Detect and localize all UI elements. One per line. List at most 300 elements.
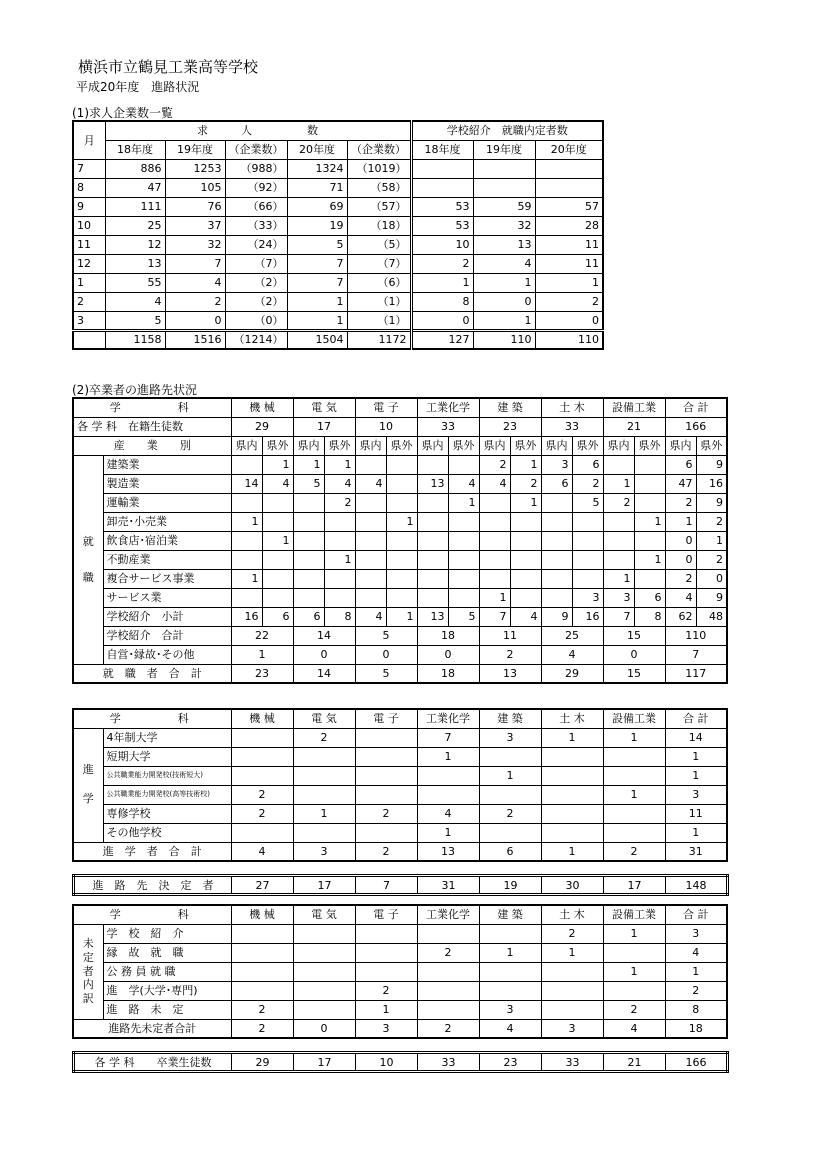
study-total-row — [73, 842, 727, 861]
value-cell: 2 — [293, 728, 355, 747]
value-cell — [479, 747, 541, 766]
value-cell — [262, 493, 293, 512]
total-cell: 17 — [294, 1053, 356, 1072]
value-cell — [324, 512, 355, 531]
industry-name: 建築業 — [103, 455, 231, 474]
value-cell — [293, 981, 355, 1000]
value-cell: 32 — [473, 216, 535, 235]
value-cell: 57 — [535, 197, 603, 216]
undecided-type-name: 進 路 未 定 — [103, 1000, 231, 1019]
value-cell — [603, 531, 634, 550]
value-cell — [541, 588, 572, 607]
in-pref-header: 県内 — [231, 436, 262, 455]
value-cell — [293, 924, 355, 943]
value-cell — [417, 924, 479, 943]
enrolled-count: 10 — [355, 417, 417, 436]
value-cell — [386, 474, 417, 493]
in-pref-header: 県内 — [293, 436, 324, 455]
dept-name: 土 木 — [541, 398, 603, 417]
value-cell — [448, 512, 479, 531]
dept-header-row — [73, 398, 727, 417]
study-row — [73, 823, 727, 842]
section2-label: (2)卒業者の進路先状況 — [72, 383, 197, 397]
value-cell: 2 — [665, 981, 727, 1000]
decided-row — [74, 876, 728, 895]
value-cell — [355, 531, 386, 550]
value-cell: 16 — [231, 607, 262, 626]
row-label: 進 学 者 合 計 — [73, 842, 231, 861]
value-cell: 7 — [287, 273, 347, 292]
value-cell: 1 — [603, 924, 665, 943]
value-cell: 9 — [541, 607, 572, 626]
value-cell: 2 — [603, 1000, 665, 1019]
total-cell: 148 — [666, 876, 728, 895]
value-cell: 5 — [572, 493, 603, 512]
vertical-char: 者 — [82, 964, 94, 978]
value-cell: 3 — [479, 1000, 541, 1019]
value-cell: 4 — [510, 607, 541, 626]
value-cell — [541, 512, 572, 531]
dept-name: 土 木 — [541, 905, 603, 924]
value-cell — [417, 493, 448, 512]
value-cell: 62 — [665, 607, 696, 626]
industry-name: 学校紹介 小計 — [103, 607, 231, 626]
dept-name: 機 械 — [231, 709, 293, 728]
value-cell: 7 — [287, 254, 347, 273]
value-cell: 53 — [411, 197, 473, 216]
section1-label: (1)求人企業数一覧 — [72, 106, 173, 120]
decided-table — [72, 874, 729, 896]
value-cell: （1019） — [347, 159, 411, 178]
value-cell: 7 — [479, 607, 510, 626]
industry-name: 複合サービス事業 — [103, 569, 231, 588]
vertical-char: 就 — [82, 535, 94, 549]
industry-name: サービス業 — [103, 588, 231, 607]
value-cell: 6 — [541, 474, 572, 493]
value-cell — [479, 493, 510, 512]
value-cell — [231, 823, 293, 842]
value-cell: 2 — [572, 474, 603, 493]
value-cell: 1 — [417, 747, 479, 766]
value-cell — [386, 493, 417, 512]
dept-name: 機 械 — [231, 905, 293, 924]
value-cell — [479, 823, 541, 842]
value-cell: 2 — [665, 569, 696, 588]
value-cell: （2） — [225, 292, 287, 311]
value-cell — [479, 531, 510, 550]
value-cell — [572, 569, 603, 588]
enrolled-count: 33 — [417, 417, 479, 436]
total-cell: 27 — [232, 876, 294, 895]
value-cell: 11 — [535, 235, 603, 254]
enrolled-row — [73, 417, 727, 436]
value-cell — [572, 531, 603, 550]
value-cell — [541, 550, 572, 569]
total-cell: 2 — [603, 842, 665, 861]
total-cell: 29 — [232, 1053, 294, 1072]
value-cell: 8 — [634, 607, 665, 626]
value-cell: 0 — [603, 645, 665, 664]
industry-row — [73, 588, 727, 607]
value-cell — [448, 588, 479, 607]
study-row — [73, 747, 727, 766]
in-pref-header: 県内 — [665, 436, 696, 455]
value-cell — [473, 159, 535, 178]
row-label: 各 学 科 卒業生徒数 — [74, 1053, 232, 1072]
value-cell — [324, 569, 355, 588]
value-cell — [355, 569, 386, 588]
value-cell — [231, 962, 293, 981]
value-cell: 1 — [293, 455, 324, 474]
in-pref-header: 県内 — [479, 436, 510, 455]
value-cell — [417, 531, 448, 550]
in-pref-header: 県内 — [541, 436, 572, 455]
total-cell: 31 — [418, 876, 480, 895]
value-cell: 0 — [293, 645, 355, 664]
out-pref-header: 県外 — [262, 436, 293, 455]
value-cell — [355, 747, 417, 766]
value-cell: （6） — [347, 273, 411, 292]
undecided-table — [72, 904, 728, 1039]
value-cell: 3 — [665, 785, 727, 804]
undecided-type-name: 学 校 紹 介 — [103, 924, 231, 943]
value-cell: 13 — [417, 474, 448, 493]
value-cell: 8 — [411, 292, 473, 311]
value-cell: 2 — [231, 785, 293, 804]
value-cell: 2 — [696, 512, 727, 531]
value-cell: 2 — [696, 550, 727, 569]
value-cell — [448, 531, 479, 550]
value-cell: 22 — [231, 626, 293, 645]
value-cell: （92） — [225, 178, 287, 197]
value-cell — [231, 943, 293, 962]
value-cell: （2） — [225, 273, 287, 292]
value-cell: 28 — [535, 216, 603, 235]
vertical-char: 定 — [82, 950, 94, 964]
value-cell: 16 — [696, 474, 727, 493]
value-cell: 0 — [535, 311, 603, 330]
value-cell: 5 — [448, 607, 479, 626]
industry-row — [73, 569, 727, 588]
value-cell: 8 — [324, 607, 355, 626]
total-cell: 33 — [418, 1053, 480, 1072]
value-cell: 1 — [665, 962, 727, 981]
total-cell: 23 — [480, 1053, 542, 1072]
value-cell: 2 — [479, 645, 541, 664]
value-cell: 0 — [417, 645, 479, 664]
value-cell — [634, 531, 665, 550]
study-type-name: 専修学校 — [103, 804, 231, 823]
value-cell: 110 — [665, 626, 727, 645]
industry-name: 製造業 — [103, 474, 231, 493]
total-cell: 1 — [541, 842, 603, 861]
value-cell: （1） — [347, 311, 411, 330]
value-cell — [417, 550, 448, 569]
dept-header: 学 科 — [73, 709, 231, 728]
in-pref-header: 県内 — [603, 436, 634, 455]
value-cell: 1 — [386, 512, 417, 531]
total-cell: 2 — [417, 1019, 479, 1038]
table-row — [73, 292, 603, 311]
value-cell: 2 — [535, 292, 603, 311]
total-cell: 31 — [665, 842, 727, 861]
dept-name: 合 計 — [665, 709, 727, 728]
value-cell — [479, 569, 510, 588]
value-cell: 0 — [355, 645, 417, 664]
value-cell — [417, 569, 448, 588]
value-cell: 1 — [355, 1000, 417, 1019]
undecided-row — [73, 981, 727, 1000]
jiei-row — [73, 645, 727, 664]
value-cell: 0 — [411, 311, 473, 330]
total-cell: 29 — [541, 664, 603, 683]
value-cell: 2 — [417, 943, 479, 962]
vertical-char: 未 — [82, 937, 94, 951]
dept-header-row — [73, 709, 727, 728]
value-cell: 3 — [603, 588, 634, 607]
value-cell: 2 — [355, 981, 417, 1000]
value-cell — [603, 766, 665, 785]
value-cell: 1 — [411, 273, 473, 292]
value-cell — [417, 1000, 479, 1019]
value-cell: 3 — [541, 455, 572, 474]
value-cell — [293, 962, 355, 981]
value-cell — [603, 823, 665, 842]
value-cell: 1 — [665, 766, 727, 785]
value-cell: 4 — [417, 804, 479, 823]
out-pref-header: 県外 — [324, 436, 355, 455]
graduates-row — [74, 1053, 728, 1072]
undecided-type-name: 進 学(大学･専門) — [103, 981, 231, 1000]
value-cell: 11 — [665, 804, 727, 823]
value-cell: 4 — [541, 645, 603, 664]
dept-name: 設備工業 — [603, 709, 665, 728]
study-type-name: その他学校 — [103, 823, 231, 842]
value-cell: 886 — [105, 159, 165, 178]
value-cell: 4 — [479, 474, 510, 493]
school-title: 横浜市立鶴見工業高等学校 — [78, 58, 259, 76]
value-cell — [541, 785, 603, 804]
value-cell: 1 — [603, 474, 634, 493]
value-cell — [417, 766, 479, 785]
dept-name: 工業化学 — [417, 398, 479, 417]
graduates-table — [72, 1051, 729, 1073]
value-cell: 1 — [231, 512, 262, 531]
month-cell: 1 — [73, 273, 105, 292]
value-cell: 1 — [293, 804, 355, 823]
value-cell: 0 — [696, 569, 727, 588]
value-cell: 4 — [665, 943, 727, 962]
month-cell: 8 — [73, 178, 105, 197]
dept-name: 電 子 — [355, 709, 417, 728]
value-cell: 6 — [293, 607, 324, 626]
value-cell: 13 — [473, 235, 535, 254]
total-cell: 19 — [480, 876, 542, 895]
table-row — [73, 178, 603, 197]
value-cell: 5 — [293, 474, 324, 493]
value-cell: 4 — [473, 254, 535, 273]
value-cell — [293, 1000, 355, 1019]
total-cell: 18 — [665, 1019, 727, 1038]
value-cell — [634, 474, 665, 493]
employed-total-row — [73, 664, 727, 683]
value-cell: 1 — [324, 455, 355, 474]
undecided-type-name: 縁 故 就 職 — [103, 943, 231, 962]
value-cell — [262, 550, 293, 569]
value-cell — [603, 943, 665, 962]
vertical-char: 進 — [82, 763, 94, 777]
value-cell — [355, 455, 386, 474]
column-header: 18年度 — [411, 140, 473, 159]
value-cell: 1 — [603, 962, 665, 981]
dept-header: 学 科 — [73, 905, 231, 924]
table-row — [73, 159, 603, 178]
enrolled-count: 33 — [541, 417, 603, 436]
value-cell — [293, 493, 324, 512]
value-cell — [386, 569, 417, 588]
value-cell: （58） — [347, 178, 411, 197]
value-cell: （66） — [225, 197, 287, 216]
value-cell — [355, 823, 417, 842]
value-cell — [231, 766, 293, 785]
value-cell — [448, 569, 479, 588]
value-cell — [411, 178, 473, 197]
column-header: 20年度 — [535, 140, 603, 159]
value-cell: 5 — [105, 311, 165, 330]
undecided-row — [73, 924, 727, 943]
row-label: 就 職 者 合 計 — [73, 664, 231, 683]
value-cell — [603, 455, 634, 474]
value-cell: 7 — [665, 645, 727, 664]
total-cell: 30 — [542, 876, 604, 895]
value-cell — [603, 550, 634, 569]
enrolled-label: 各 学 科 在籍生徒数 — [73, 417, 231, 436]
total-cell: 7 — [356, 876, 418, 895]
value-cell: 12 — [105, 235, 165, 254]
dept-name: 建 築 — [479, 398, 541, 417]
dept-header-row — [73, 905, 727, 924]
value-cell — [541, 493, 572, 512]
value-cell: （1） — [347, 292, 411, 311]
out-pref-header: 県外 — [634, 436, 665, 455]
value-cell — [293, 588, 324, 607]
value-cell — [231, 588, 262, 607]
industry-row — [73, 607, 727, 626]
value-cell: 4 — [665, 588, 696, 607]
value-cell — [603, 804, 665, 823]
total-cell: （1214） — [225, 330, 287, 349]
study-type-name: 短期大学 — [103, 747, 231, 766]
undecided-row — [73, 1000, 727, 1019]
value-cell — [473, 178, 535, 197]
value-cell: 0 — [665, 531, 696, 550]
value-cell — [386, 455, 417, 474]
value-cell: 6 — [665, 455, 696, 474]
value-cell — [293, 550, 324, 569]
value-cell — [417, 455, 448, 474]
value-cell: 1 — [231, 569, 262, 588]
value-cell — [479, 512, 510, 531]
value-cell: 9 — [696, 588, 727, 607]
table-row — [73, 235, 603, 254]
value-cell — [572, 512, 603, 531]
value-cell: 2 — [479, 455, 510, 474]
value-cell: 1 — [324, 550, 355, 569]
value-cell — [417, 962, 479, 981]
dept-name: 工業化学 — [417, 709, 479, 728]
value-cell: （18） — [347, 216, 411, 235]
total-cell: 1172 — [347, 330, 411, 349]
total-cell: 13 — [417, 842, 479, 861]
value-cell — [448, 550, 479, 569]
value-cell — [572, 550, 603, 569]
industry-header-row — [73, 436, 727, 455]
value-cell — [510, 512, 541, 531]
value-cell: 13 — [105, 254, 165, 273]
undecided-vertical-label — [73, 924, 103, 1019]
subheader-row — [73, 140, 603, 159]
value-cell: （7） — [225, 254, 287, 273]
row-label: 進路先未定者合計 — [73, 1019, 231, 1038]
study-vertical-label — [73, 728, 103, 842]
value-cell — [541, 981, 603, 1000]
value-cell — [293, 747, 355, 766]
value-cell: 1 — [541, 728, 603, 747]
value-cell: 6 — [634, 588, 665, 607]
value-cell: 1 — [541, 943, 603, 962]
value-cell: （7） — [347, 254, 411, 273]
value-cell: 1 — [386, 607, 417, 626]
total-cell: 10 — [356, 1053, 418, 1072]
value-cell — [479, 962, 541, 981]
value-cell: （5） — [347, 235, 411, 254]
total-cell: 17 — [294, 876, 356, 895]
employment-table — [72, 397, 728, 684]
value-cell — [634, 569, 665, 588]
value-cell: （24） — [225, 235, 287, 254]
value-cell — [417, 512, 448, 531]
value-cell: 10 — [411, 235, 473, 254]
total-row — [73, 330, 603, 349]
total-cell: 117 — [665, 664, 727, 683]
value-cell: 1 — [479, 588, 510, 607]
value-cell: 3 — [572, 588, 603, 607]
value-cell — [355, 962, 417, 981]
industry-name: 卸売･小売業 — [103, 512, 231, 531]
industry-row — [73, 512, 727, 531]
row-label: 進 路 先 決 定 者 — [74, 876, 232, 895]
value-cell — [417, 588, 448, 607]
value-cell: 7 — [417, 728, 479, 747]
month-cell: 12 — [73, 254, 105, 273]
value-cell: 1 — [535, 273, 603, 292]
total-cell: 166 — [666, 1053, 728, 1072]
total-cell: 15 — [603, 664, 665, 683]
value-cell: 3 — [665, 924, 727, 943]
value-cell: 1 — [473, 273, 535, 292]
value-cell — [355, 943, 417, 962]
value-cell: 1 — [603, 728, 665, 747]
value-cell: 1 — [448, 493, 479, 512]
industry-name: 飲食店･宿泊業 — [103, 531, 231, 550]
value-cell — [417, 981, 479, 1000]
industry-row — [73, 493, 727, 512]
vertical-char: 職 — [82, 570, 94, 584]
value-cell: 1 — [479, 766, 541, 785]
enrolled-count: 21 — [603, 417, 665, 436]
value-cell — [541, 747, 603, 766]
value-cell: 4 — [355, 607, 386, 626]
